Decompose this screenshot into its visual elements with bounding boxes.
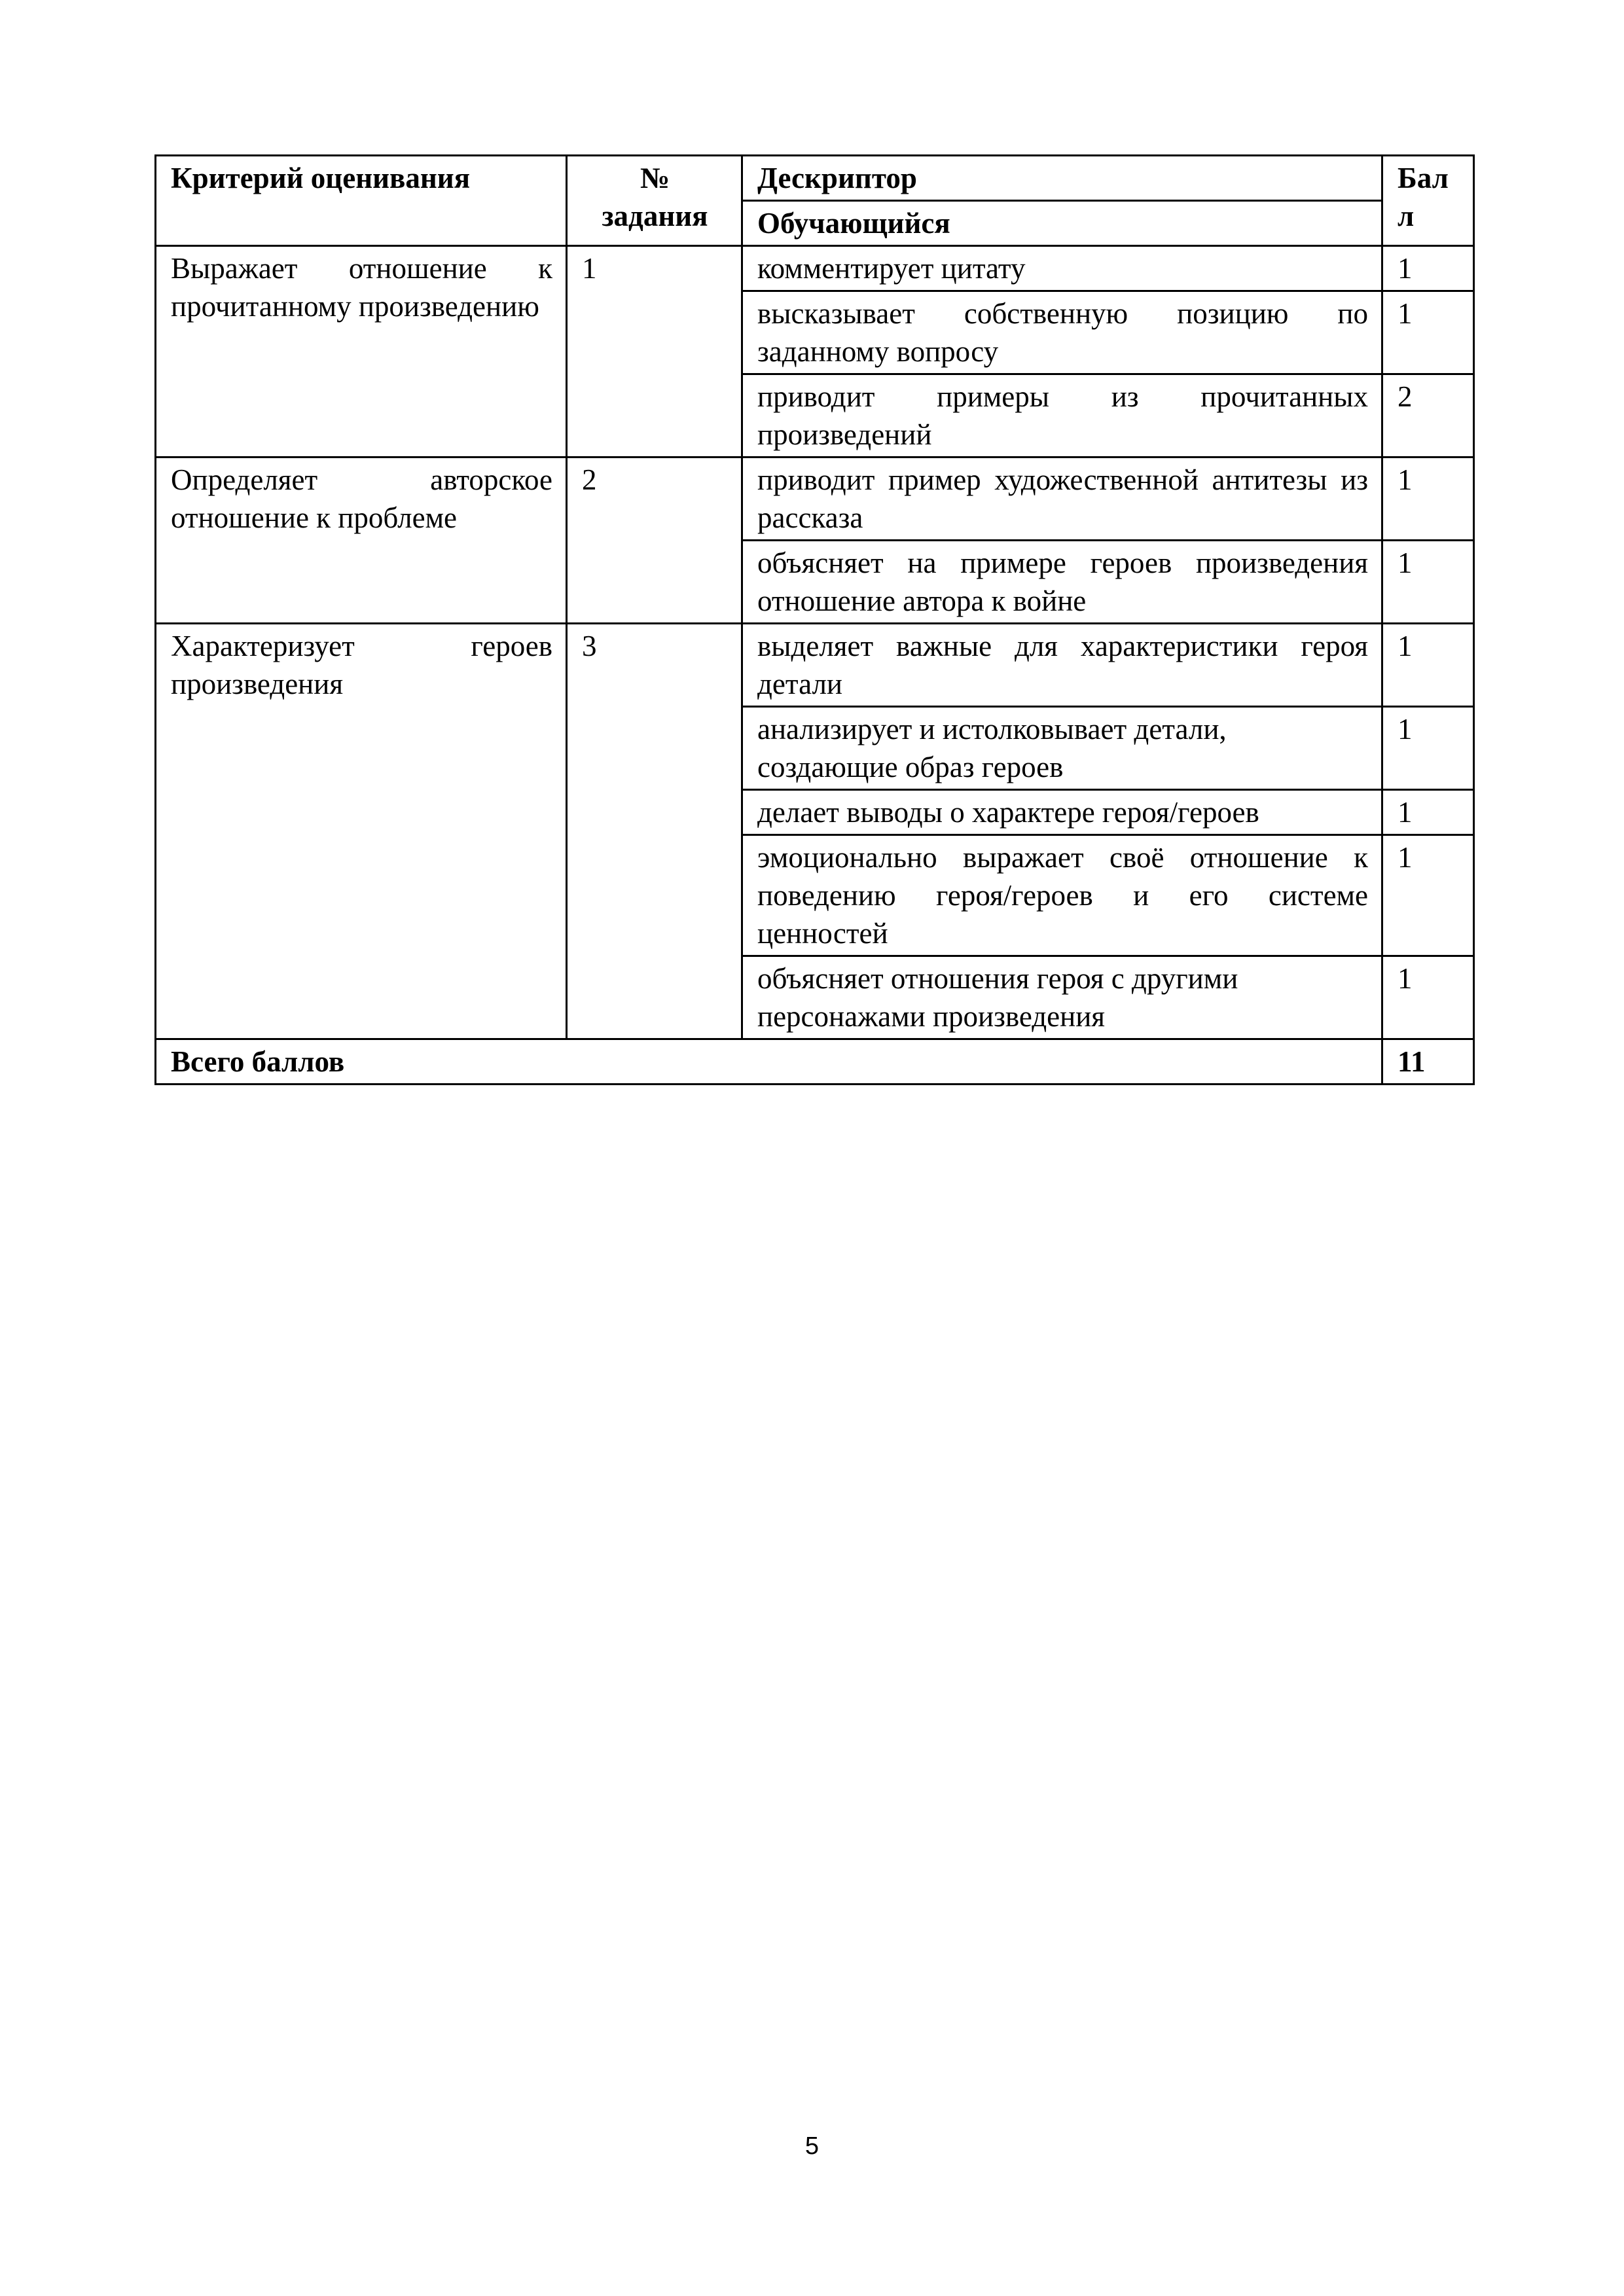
table-row	[156, 246, 1474, 291]
descriptor-cell: приводит пример художественной антитезы из рассказа	[742, 457, 1382, 541]
header-score	[1382, 156, 1474, 246]
descriptor-cell: эмоционально выражает своё отношение к поведению героя/героев и его системе ценностей	[742, 835, 1382, 956]
score-cell: 1	[1382, 541, 1474, 624]
table-row	[156, 457, 1474, 541]
criterion-cell: Выражает отношение к прочитанному произведению	[156, 246, 567, 457]
total-label: Всего баллов	[156, 1039, 1382, 1085]
header-task-number	[567, 156, 742, 246]
score-cell: 1	[1382, 291, 1474, 374]
score-cell: 1	[1382, 457, 1474, 541]
task-number-cell: 1	[567, 246, 742, 457]
score-cell: 1	[1382, 835, 1474, 956]
task-number-cell: 2	[567, 457, 742, 624]
descriptor-cell: объясняет на примере героев произведения отношение автора к войне	[742, 541, 1382, 624]
total-value: 11	[1382, 1039, 1474, 1085]
descriptor-cell: комментирует цитату	[742, 246, 1382, 291]
descriptor-cell: объясняет отношения героя с другими персонажами произведения	[742, 956, 1382, 1039]
header-score-line1: Бал	[1398, 162, 1449, 194]
descriptor-cell: делает выводы о характере героя/героев	[742, 790, 1382, 835]
criterion-cell: Определяет авторское отношение к проблеме	[156, 457, 567, 624]
header-task-number-line1: №	[640, 162, 670, 194]
header-row-1	[156, 156, 1474, 201]
table-row	[156, 624, 1474, 707]
total-row	[156, 1039, 1474, 1085]
score-cell: 2	[1382, 374, 1474, 457]
score-cell: 1	[1382, 707, 1474, 790]
score-cell: 1	[1382, 790, 1474, 835]
page-number: 5	[804, 2132, 820, 2160]
header-criterion: Критерий оценивания	[156, 156, 567, 246]
descriptor-cell: приводит примеры из прочитанных произведений	[742, 374, 1382, 457]
header-learner: Обучающийся	[742, 201, 1382, 246]
score-cell: 1	[1382, 624, 1474, 707]
assessment-rubric-table	[154, 154, 1475, 1085]
descriptor-cell: высказывает собственную позицию по заданному вопросу	[742, 291, 1382, 374]
score-cell: 1	[1382, 246, 1474, 291]
criterion-cell: Характеризует героев произведения	[156, 624, 567, 1039]
task-number-cell: 3	[567, 624, 742, 1039]
header-task-number-line2: задания	[602, 200, 708, 232]
score-cell: 1	[1382, 956, 1474, 1039]
header-descriptor: Дескриптор	[742, 156, 1382, 201]
descriptor-cell: выделяет важные для характеристики героя детали	[742, 624, 1382, 707]
header-score-line2: л	[1398, 200, 1415, 232]
descriptor-cell: анализирует и истолковывает детали, создающие образ героев	[742, 707, 1382, 790]
